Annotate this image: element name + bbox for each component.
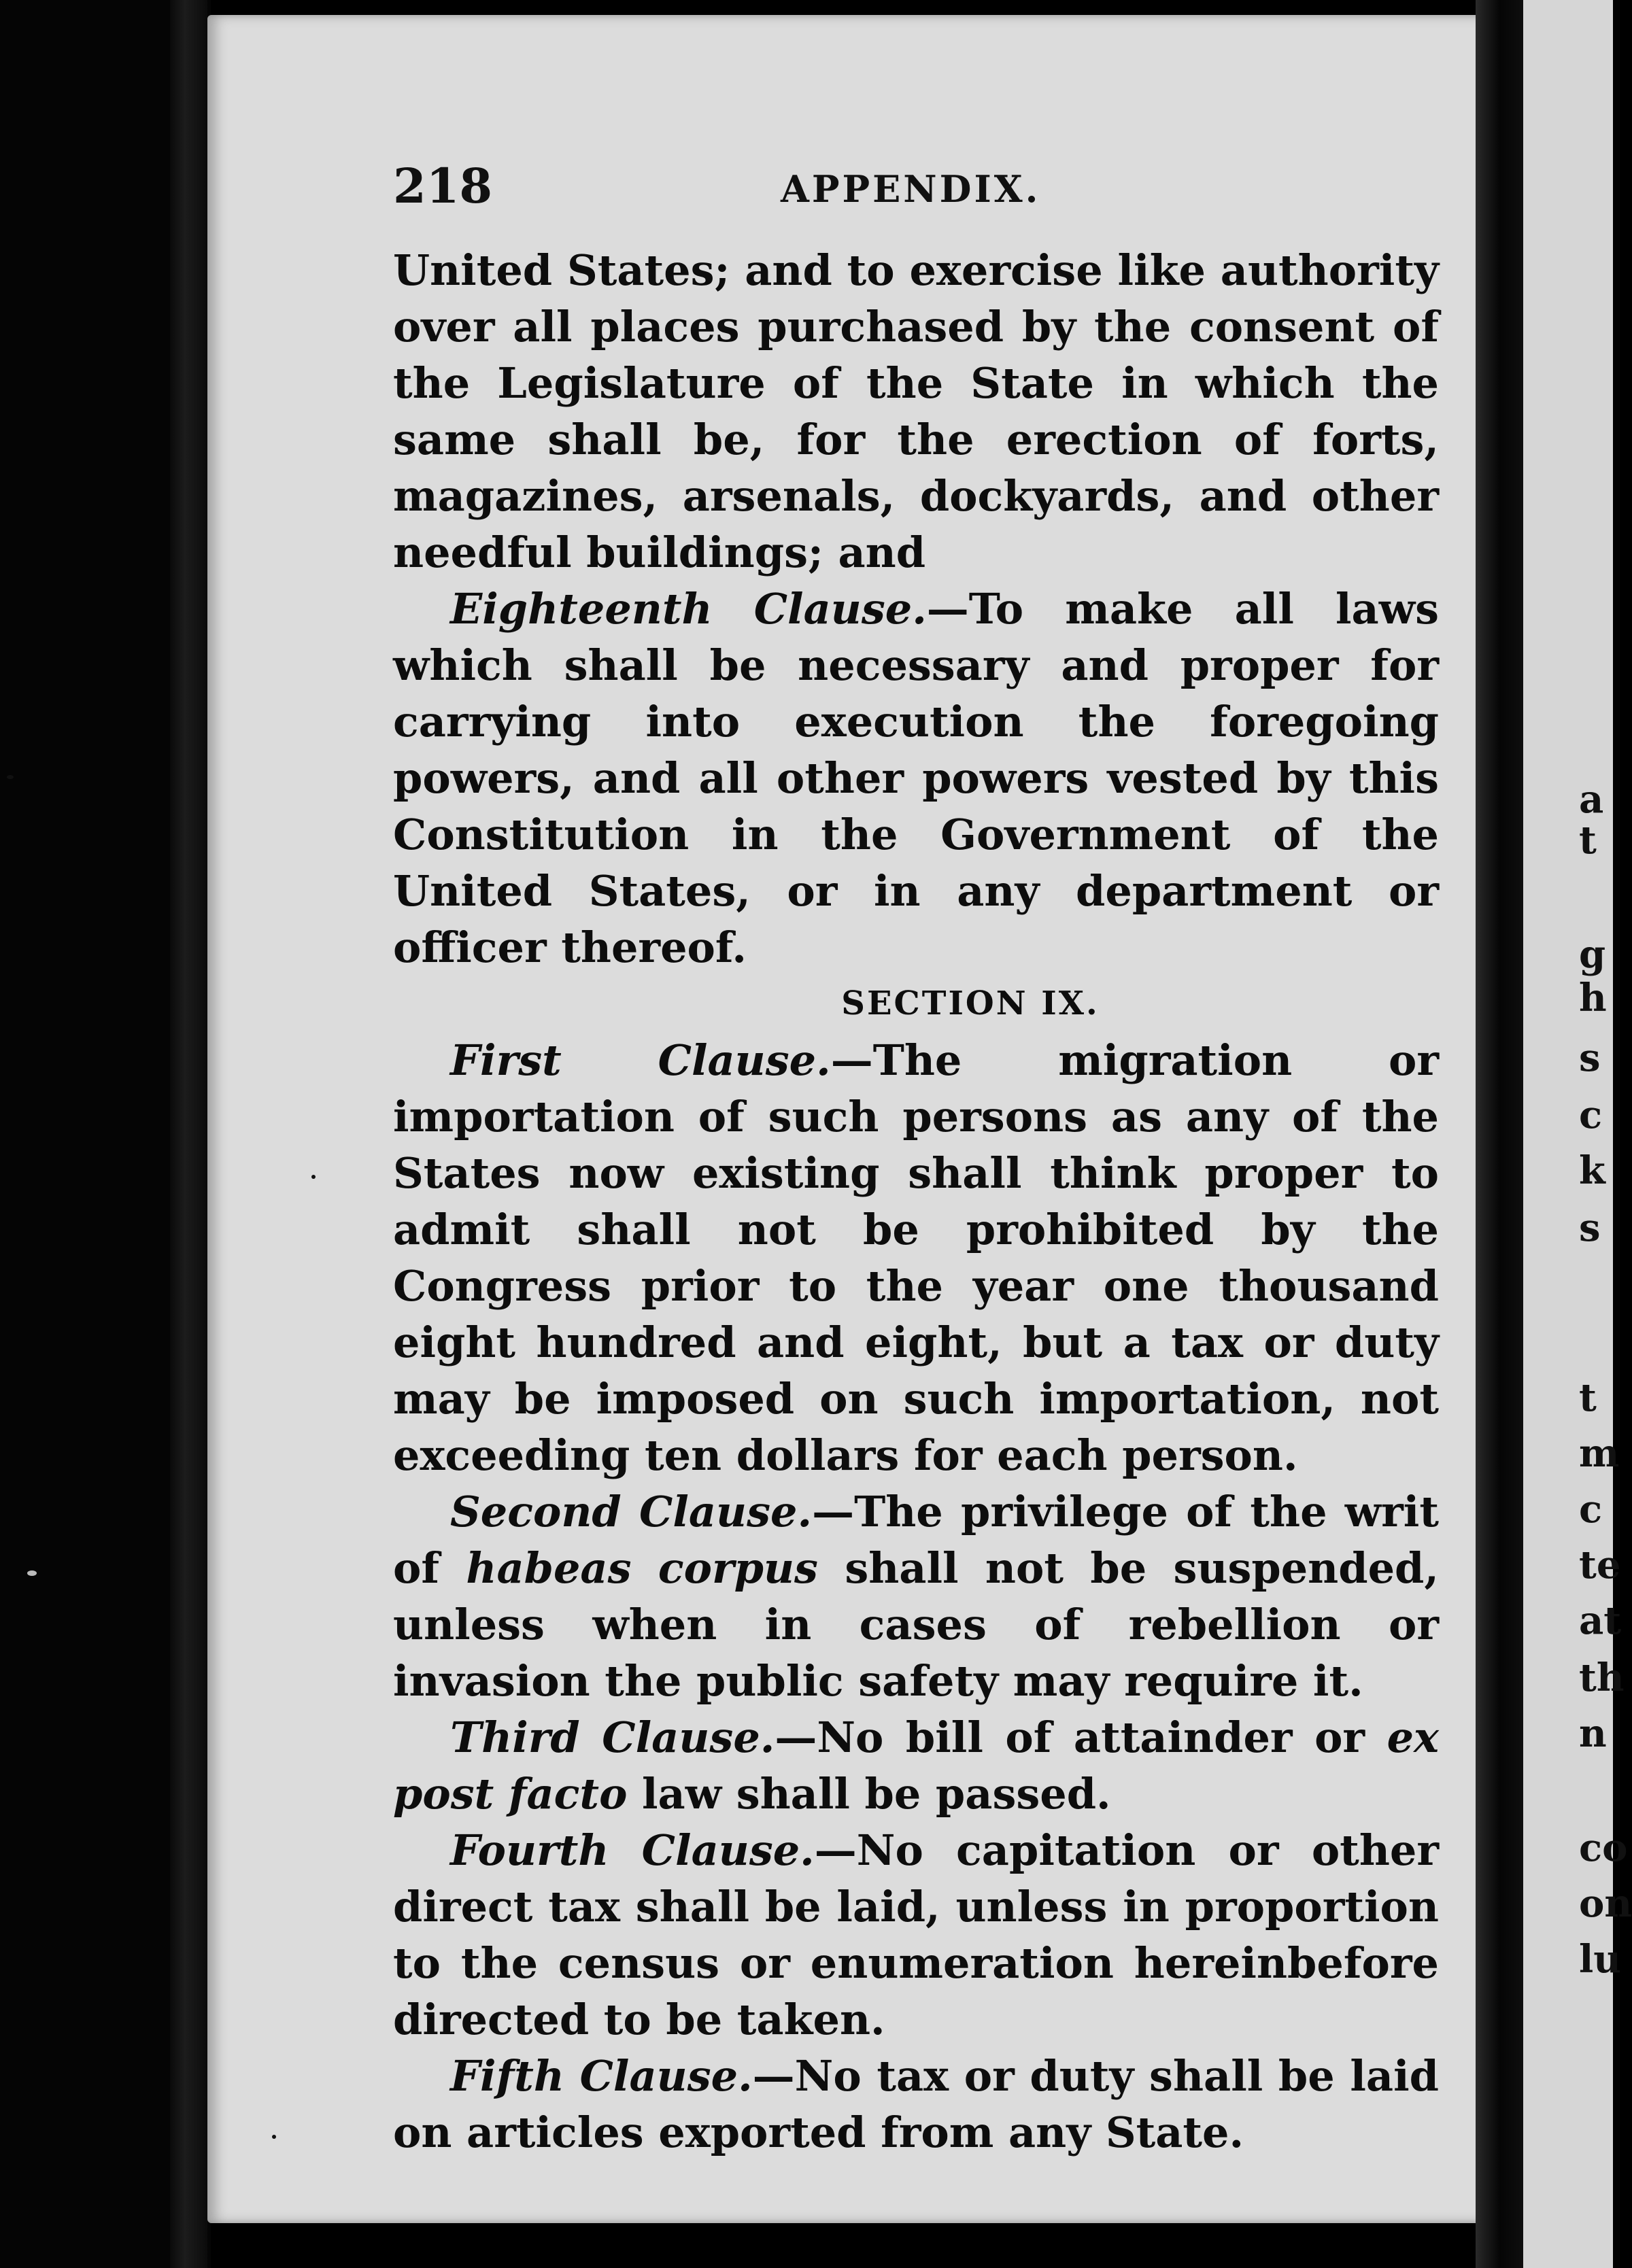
facing-page-fragment: t (1579, 818, 1597, 863)
facing-page-fragment: te (1579, 1543, 1621, 1587)
facing-page-fragment: c (1579, 1093, 1603, 1137)
clause-text: shall not be suspended, unless when in cases of rebellion or invasion the public safety may require it. (393, 1543, 1439, 1706)
clause-title: Third Clause. (450, 1713, 775, 1762)
facing-page-fragment: h (1579, 976, 1607, 1020)
section-heading: SECTION IX. (841, 984, 1100, 1023)
clause-title: Eighteenth Clause. (450, 584, 927, 634)
facing-page-fragment: k (1579, 1148, 1605, 1193)
paragraph-second-clause (393, 1483, 1439, 1709)
facing-page-fragment: c (1579, 1487, 1603, 1532)
page-header (393, 158, 1439, 212)
clause-title: Fourth Clause. (450, 1825, 815, 1875)
paragraph-third-clause (393, 1709, 1439, 1822)
scan-speck (27, 1570, 37, 1576)
facing-page-fragment: m (1579, 1431, 1620, 1476)
paragraph-fourth-clause (393, 1822, 1439, 2048)
clause-text: —No capitation or other direct tax shall be laid, unless in proportion to the census or enumeration hereinbefore directed to be taken. (393, 1825, 1440, 2044)
scan-speck (7, 775, 14, 779)
clause-text: —The migration or importation of such persons as any of the States now existing shall think proper to admit shall not be prohibited by the Congress prior to the year one thousand eight hundred and eight, but a tax or duty may be imposed on such importation, not exceeding ten dollars for each person. (393, 1035, 1439, 1480)
running-head: APPENDIX. (781, 167, 1041, 211)
page-gutter-shadow (1476, 0, 1530, 2268)
page-body (393, 242, 1439, 2161)
facing-page-fragment: on (1579, 1881, 1632, 1926)
facing-page-fragment: s (1579, 1035, 1601, 1080)
facing-page-fragment: g (1579, 932, 1606, 977)
paragraph-first-clause (393, 1032, 1439, 1483)
paragraph-fifth-clause (393, 2048, 1439, 2161)
facing-page-fragment: a (1579, 777, 1604, 822)
paragraph-continuation: United States; and to exercise like authority over all places purchased by the consent of the Legislature of the State in which the same shall be, for the erection of forts, magazines, arsenals, dockyards, and other needful buildings; and (393, 245, 1439, 577)
latin-term: ex post facto (393, 1713, 1440, 1819)
facing-page-fragment: lu (1579, 1937, 1621, 1982)
clause-title: First Clause. (450, 1035, 831, 1085)
clause-text: —No bill of attainder or (775, 1713, 1387, 1762)
facing-page-fragment: n (1579, 1711, 1607, 1756)
clause-title: Fifth Clause. (450, 2051, 753, 2101)
clause-text: law shall be passed. (627, 1769, 1111, 1819)
facing-page-fragment: t (1579, 1375, 1597, 1420)
clause-text: —The privilege of the writ of (393, 1487, 1439, 1593)
book-spine-edge (170, 0, 207, 2268)
page-number: 218 (393, 158, 493, 214)
scan-speck (272, 2135, 276, 2139)
clause-text: —To make all laws which shall be necessary and proper for carrying into execution the foregoing powers, and all other powers vested by this Constitution in the Government of the United States, or in any department or officer thereof. (393, 584, 1440, 972)
facing-page-fragment: th (1579, 1655, 1625, 1700)
paragraph-eighteenth-clause (393, 581, 1439, 976)
clause-title: Second Clause. (450, 1487, 813, 1536)
facing-page-fragment: co (1579, 1825, 1628, 1870)
latin-term: habeas corpus (466, 1543, 818, 1593)
clause-text: —No tax or duty shall be laid on articles exported from any State. (393, 2051, 1439, 2157)
facing-page-fragment: s (1579, 1205, 1601, 1250)
facing-page-fragment: at (1579, 1598, 1622, 1643)
scan-speck (311, 1175, 316, 1179)
